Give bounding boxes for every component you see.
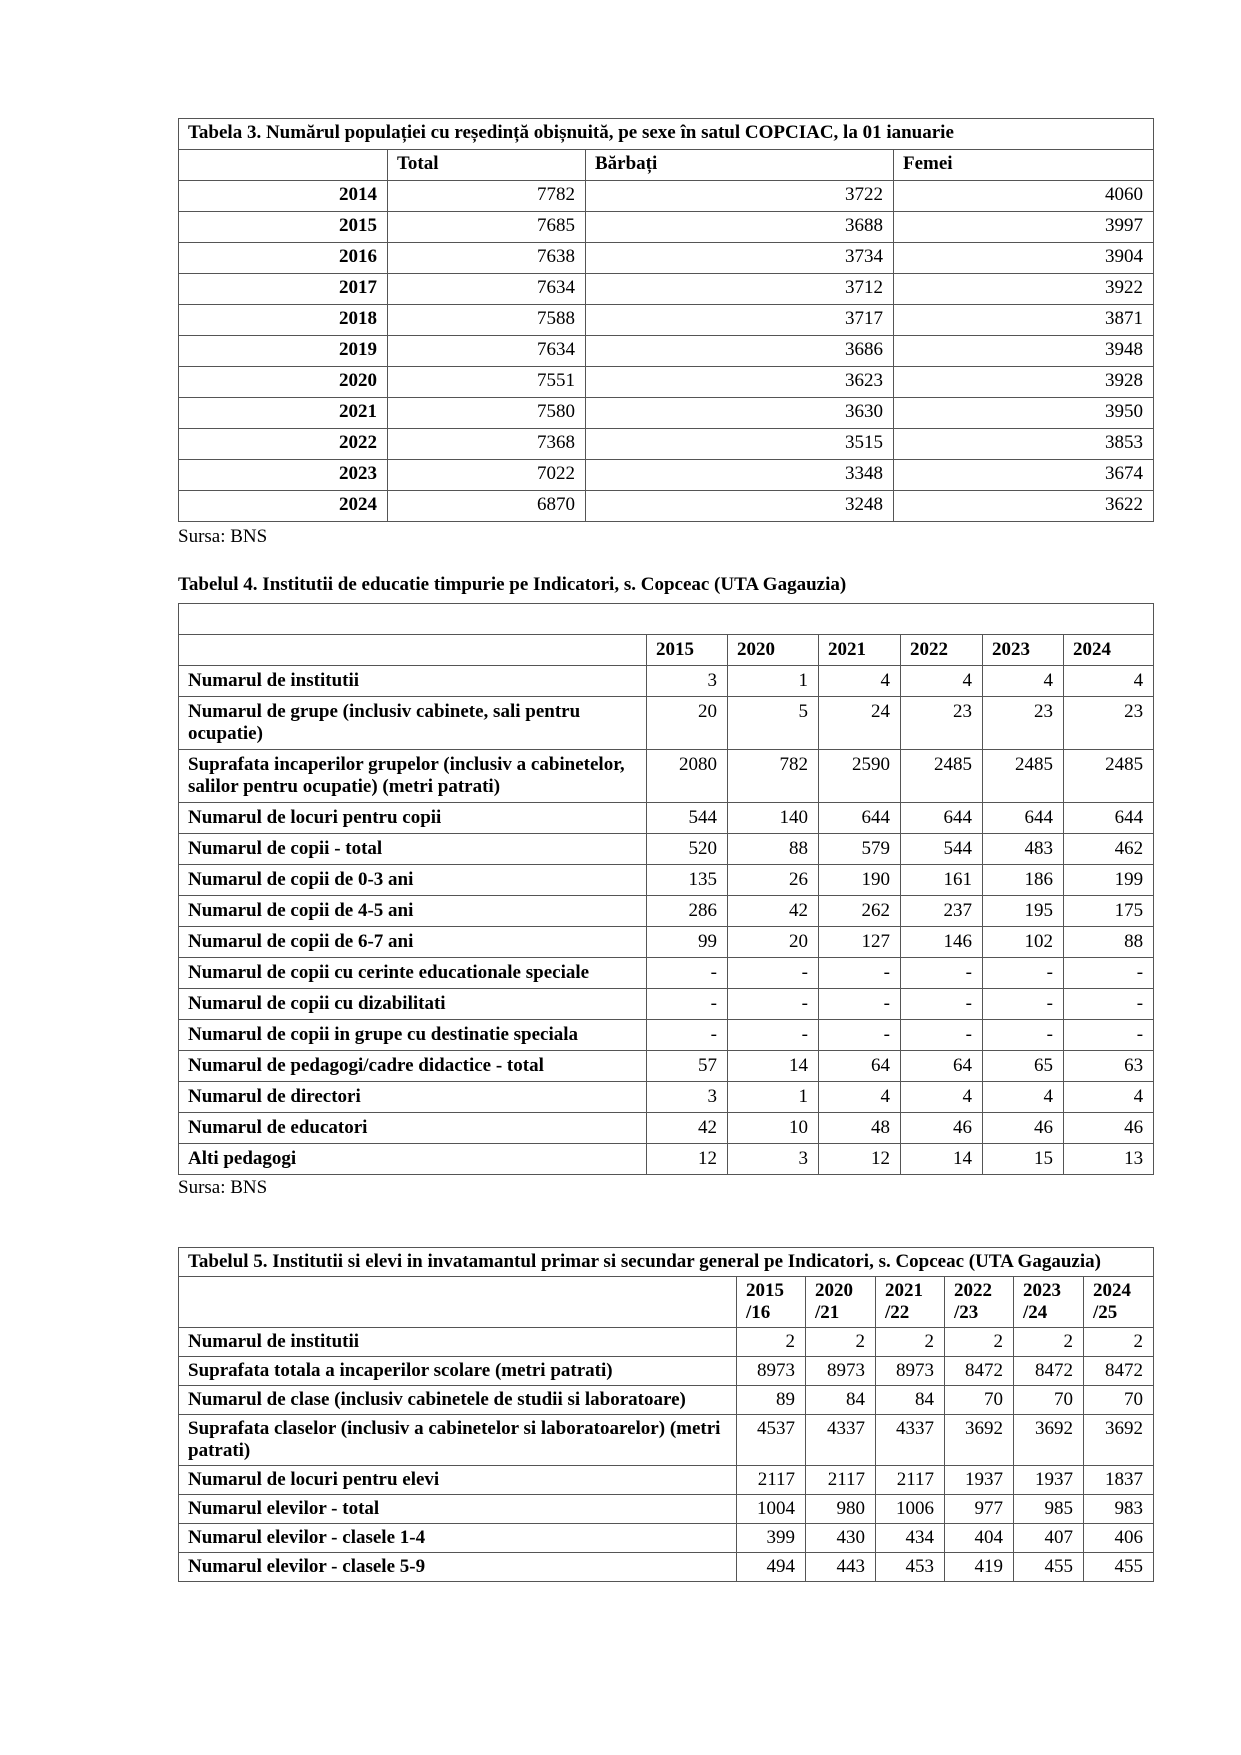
year-cell: 2021 [179,398,388,429]
header-year-start: 2024 [1093,1280,1131,1301]
value-cell: 520 [647,834,728,865]
value-cell: 102 [983,927,1064,958]
table-row [179,927,1154,958]
value-cell: 3692 [1014,1415,1084,1466]
femei-cell: 3928 [894,367,1154,398]
header-year: 2021 [819,635,901,666]
indicator-label: Numarul de directori [179,1082,647,1113]
value-cell: 4 [983,666,1064,697]
value-cell: 4 [1064,666,1154,697]
value-cell: - [983,989,1064,1020]
total-cell: 7685 [388,212,586,243]
barbati-cell: 3630 [586,398,894,429]
table-row [179,834,1154,865]
year-cell: 2018 [179,305,388,336]
table-row [179,212,1154,243]
value-cell: 237 [901,896,983,927]
barbati-cell: 3348 [586,460,894,491]
value-cell: 455 [1014,1553,1084,1582]
value-cell: 2 [737,1328,806,1357]
year-cell: 2022 [179,429,388,460]
value-cell: 644 [901,803,983,834]
value-cell: 42 [647,1113,728,1144]
year-cell: 2016 [179,243,388,274]
header-year: 2020 [728,635,819,666]
header-year: 2015 [647,635,728,666]
header-year-end: /22 [885,1302,910,1323]
header-year-start: 2022 [954,1280,992,1301]
header-school-year [806,1277,876,1328]
value-cell: 15 [983,1144,1064,1175]
value-cell: 644 [983,803,1064,834]
table-row [179,1386,1154,1415]
total-cell: 7580 [388,398,586,429]
value-cell: 407 [1014,1524,1084,1553]
femei-cell: 3622 [894,491,1154,522]
value-cell: 2117 [876,1466,945,1495]
indicator-label: Numarul de clase (inclusiv cabinetele de studii si laboratoare) [179,1386,737,1415]
value-cell: 8973 [737,1357,806,1386]
header-school-year [1084,1277,1154,1328]
total-cell: 7368 [388,429,586,460]
femei-cell: 3948 [894,336,1154,367]
header-year-start: 2023 [1023,1280,1061,1301]
value-cell: 70 [945,1386,1014,1415]
femei-cell: 3674 [894,460,1154,491]
value-cell: 88 [728,834,819,865]
value-cell: 26 [728,865,819,896]
indicator-label: Numarul de copii - total [179,834,647,865]
barbati-cell: 3717 [586,305,894,336]
table-row [179,305,1154,336]
value-cell: - [901,958,983,989]
table-row [179,367,1154,398]
value-cell: 2 [1084,1328,1154,1357]
table-row [179,1466,1154,1495]
value-cell: 2 [806,1328,876,1357]
header-year-start: 2021 [885,1280,923,1301]
value-cell: 4 [983,1082,1064,1113]
femei-cell: 3922 [894,274,1154,305]
value-cell: 84 [876,1386,945,1415]
value-cell: - [983,958,1064,989]
table-caption-row [179,1248,1154,1277]
value-cell: 5 [728,697,819,750]
table-row [179,1020,1154,1051]
table-row [179,243,1154,274]
indicator-label: Numarul de locuri pentru copii [179,803,647,834]
table-caption-row [179,119,1154,150]
value-cell: - [983,1020,1064,1051]
indicator-label: Numarul elevilor - clasele 1-4 [179,1524,737,1553]
femei-cell: 3871 [894,305,1154,336]
value-cell: 12 [647,1144,728,1175]
value-cell: 985 [1014,1495,1084,1524]
femei-cell: 3853 [894,429,1154,460]
value-cell: 140 [728,803,819,834]
indicator-label: Numarul de educatori [179,1113,647,1144]
value-cell: 443 [806,1553,876,1582]
value-cell: - [901,1020,983,1051]
table-row [179,429,1154,460]
year-cell: 2019 [179,336,388,367]
value-cell: 190 [819,865,901,896]
barbati-cell: 3712 [586,274,894,305]
header-year-end: /23 [954,1302,979,1323]
value-cell: 4 [819,666,901,697]
indicator-label: Numarul de grupe (inclusiv cabinete, sali pentru ocupatie) [179,697,647,750]
value-cell: 135 [647,865,728,896]
header-empty [179,1277,737,1328]
value-cell: 48 [819,1113,901,1144]
value-cell: 2590 [819,750,901,803]
total-cell: 7022 [388,460,586,491]
value-cell: 2485 [1064,750,1154,803]
value-cell: 8472 [1084,1357,1154,1386]
table-row [179,1495,1154,1524]
indicator-label: Numarul de institutii [179,1328,737,1357]
header-barbati: Bărbați [586,150,894,181]
value-cell: - [1064,989,1154,1020]
barbati-cell: 3688 [586,212,894,243]
early-education-table [178,603,1154,1175]
barbati-cell: 3722 [586,181,894,212]
indicator-label: Numarul de copii cu dizabilitati [179,989,647,1020]
value-cell: 88 [1064,927,1154,958]
value-cell: 434 [876,1524,945,1553]
value-cell: 175 [1064,896,1154,927]
value-cell: 70 [1084,1386,1154,1415]
year-cell: 2014 [179,181,388,212]
value-cell: - [647,958,728,989]
year-cell: 2024 [179,491,388,522]
value-cell: 23 [1064,697,1154,750]
value-cell: 8472 [945,1357,1014,1386]
value-cell: 14 [728,1051,819,1082]
value-cell: - [819,989,901,1020]
value-cell: 46 [983,1113,1064,1144]
value-cell: 57 [647,1051,728,1082]
value-cell: 544 [901,834,983,865]
table-row [179,1524,1154,1553]
header-school-year [876,1277,945,1328]
table-header-row [179,1277,1154,1328]
year-cell: 2015 [179,212,388,243]
value-cell: 262 [819,896,901,927]
table-row [179,1144,1154,1175]
empty-cell [179,604,1154,635]
value-cell: - [728,958,819,989]
value-cell: 406 [1084,1524,1154,1553]
indicator-label: Numarul elevilor - clasele 5-9 [179,1553,737,1582]
year-cell: 2023 [179,460,388,491]
table-row [179,336,1154,367]
value-cell: 483 [983,834,1064,865]
value-cell: 983 [1084,1495,1154,1524]
population-table [178,118,1154,522]
value-cell: 14 [901,1144,983,1175]
indicator-label: Numarul de copii de 0-3 ani [179,865,647,896]
table-row [179,1553,1154,1582]
table-row [179,666,1154,697]
header-year-start: 2020 [815,1280,853,1301]
value-cell: 195 [983,896,1064,927]
value-cell: - [647,1020,728,1051]
value-cell: 430 [806,1524,876,1553]
value-cell: 2485 [983,750,1064,803]
value-cell: - [901,989,983,1020]
value-cell: 980 [806,1495,876,1524]
value-cell: 70 [1014,1386,1084,1415]
femei-cell: 3904 [894,243,1154,274]
header-femei: Femei [894,150,1154,181]
year-cell: 2020 [179,367,388,398]
indicator-label: Numarul elevilor - total [179,1495,737,1524]
value-cell: 8973 [876,1357,945,1386]
value-cell: 977 [945,1495,1014,1524]
table-row [179,958,1154,989]
value-cell: 10 [728,1113,819,1144]
header-year: 2024 [1064,635,1154,666]
total-cell: 7638 [388,243,586,274]
value-cell: 782 [728,750,819,803]
table-row [179,1051,1154,1082]
header-empty [179,150,388,181]
value-cell: 64 [819,1051,901,1082]
value-cell: 2117 [806,1466,876,1495]
value-cell: - [1064,1020,1154,1051]
value-cell: - [647,989,728,1020]
value-cell: - [819,1020,901,1051]
barbati-cell: 3686 [586,336,894,367]
value-cell: 146 [901,927,983,958]
indicator-label: Alti pedagogi [179,1144,647,1175]
header-year: 2023 [983,635,1064,666]
total-cell: 7588 [388,305,586,336]
total-cell: 7782 [388,181,586,212]
value-cell: 3 [647,666,728,697]
value-cell: 65 [983,1051,1064,1082]
indicator-label: Numarul de copii de 4-5 ani [179,896,647,927]
value-cell: 1937 [1014,1466,1084,1495]
value-cell: 46 [1064,1113,1154,1144]
value-cell: 4537 [737,1415,806,1466]
indicator-label: Numarul de copii de 6-7 ani [179,927,647,958]
value-cell: 455 [1084,1553,1154,1582]
value-cell: 46 [901,1113,983,1144]
value-cell: 3 [647,1082,728,1113]
value-cell: 2 [876,1328,945,1357]
header-school-year [945,1277,1014,1328]
femei-cell: 3950 [894,398,1154,429]
value-cell: 2485 [901,750,983,803]
table-row [179,460,1154,491]
barbati-cell: 3515 [586,429,894,460]
table-row [179,398,1154,429]
table-row [179,1113,1154,1144]
header-year-end: /24 [1023,1302,1048,1323]
total-cell: 6870 [388,491,586,522]
table-row [179,1082,1154,1113]
table3-caption: Tabela 3. Numărul populației cu reședință obișnuită, pe sexe în satul COPCIAC, la 01 ianuarie [179,119,1154,150]
value-cell: - [728,989,819,1020]
value-cell: 4 [819,1082,901,1113]
value-cell: 2 [945,1328,1014,1357]
indicator-label: Suprafata claselor (inclusiv a cabinetelor si laboratoarelor) (metri patrati) [179,1415,737,1466]
barbati-cell: 3734 [586,243,894,274]
table4-title: Tabelul 4. Institutii de educatie timpurie pe Indicatori, s. Copceac (UTA Gagauzia) [178,574,847,595]
indicator-label: Numarul de locuri pentru elevi [179,1466,737,1495]
barbati-cell: 3623 [586,367,894,398]
table-row [179,865,1154,896]
value-cell: 1937 [945,1466,1014,1495]
value-cell: 23 [983,697,1064,750]
table-row [179,803,1154,834]
value-cell: 12 [819,1144,901,1175]
table-row [179,274,1154,305]
value-cell: 84 [806,1386,876,1415]
total-cell: 7634 [388,336,586,367]
value-cell: 399 [737,1524,806,1553]
header-year-start: 2015 [746,1280,784,1301]
value-cell: 24 [819,697,901,750]
value-cell: 4 [901,1082,983,1113]
value-cell: 2080 [647,750,728,803]
year-cell: 2017 [179,274,388,305]
value-cell: 42 [728,896,819,927]
value-cell: 20 [728,927,819,958]
value-cell: 1837 [1084,1466,1154,1495]
value-cell: 186 [983,865,1064,896]
value-cell: 13 [1064,1144,1154,1175]
header-year: 2022 [901,635,983,666]
value-cell: - [728,1020,819,1051]
indicator-label: Numarul de copii cu cerinte educationale speciale [179,958,647,989]
indicator-label: Numarul de pedagogi/cadre didactice - total [179,1051,647,1082]
femei-cell: 3997 [894,212,1154,243]
value-cell: 453 [876,1553,945,1582]
value-cell: 8973 [806,1357,876,1386]
table-row [179,1415,1154,1466]
table3-source: Sursa: BNS [178,526,268,547]
value-cell: 127 [819,927,901,958]
value-cell: 64 [901,1051,983,1082]
value-cell: 1 [728,1082,819,1113]
value-cell: 644 [1064,803,1154,834]
value-cell: 4337 [806,1415,876,1466]
value-cell: 23 [901,697,983,750]
value-cell: 3 [728,1144,819,1175]
value-cell: 2 [1014,1328,1084,1357]
value-cell: - [1064,958,1154,989]
value-cell: 89 [737,1386,806,1415]
value-cell: 404 [945,1524,1014,1553]
header-school-year [1014,1277,1084,1328]
value-cell: - [819,958,901,989]
table-row [179,1357,1154,1386]
value-cell: 8472 [1014,1357,1084,1386]
value-cell: 419 [945,1553,1014,1582]
value-cell: 161 [901,865,983,896]
value-cell: 99 [647,927,728,958]
indicator-label: Suprafata totala a incaperilor scolare (metri patrati) [179,1357,737,1386]
total-cell: 7634 [388,274,586,305]
value-cell: 4 [901,666,983,697]
table-row [179,181,1154,212]
femei-cell: 4060 [894,181,1154,212]
table-empty-row [179,604,1154,635]
value-cell: 494 [737,1553,806,1582]
value-cell: 199 [1064,865,1154,896]
header-year-end: /16 [746,1302,771,1323]
table-row [179,750,1154,803]
barbati-cell: 3248 [586,491,894,522]
value-cell: 20 [647,697,728,750]
value-cell: 63 [1064,1051,1154,1082]
table-row [179,989,1154,1020]
table5-caption: Tabelul 5. Institutii si elevi in invatamantul primar si secundar general pe Indicatori, s. Copceac (UTA Gagauzia) [179,1248,1154,1277]
header-total: Total [388,150,586,181]
value-cell: 579 [819,834,901,865]
value-cell: 1006 [876,1495,945,1524]
value-cell: 544 [647,803,728,834]
value-cell: 462 [1064,834,1154,865]
value-cell: 286 [647,896,728,927]
value-cell: 3692 [1084,1415,1154,1466]
header-empty [179,635,647,666]
table-row [179,491,1154,522]
indicator-label: Suprafata incaperilor grupelor (inclusiv a cabinetelor, salilor pentru ocupatie) (metri patrati) [179,750,647,803]
header-year-end: /21 [815,1302,840,1323]
total-cell: 7551 [388,367,586,398]
indicator-label: Numarul de institutii [179,666,647,697]
header-school-year [737,1277,806,1328]
primary-secondary-education-table [178,1247,1154,1582]
indicator-label: Numarul de copii in grupe cu destinatie speciala [179,1020,647,1051]
value-cell: 3692 [945,1415,1014,1466]
table-row [179,1328,1154,1357]
value-cell: 4 [1064,1082,1154,1113]
value-cell: 644 [819,803,901,834]
table-header-row [179,150,1154,181]
value-cell: 1004 [737,1495,806,1524]
table-row [179,697,1154,750]
value-cell: 2117 [737,1466,806,1495]
value-cell: 4337 [876,1415,945,1466]
table-row [179,896,1154,927]
table4-source: Sursa: BNS [178,1177,268,1198]
header-year-end: /25 [1093,1302,1118,1323]
table-header-row [179,635,1154,666]
value-cell: 1 [728,666,819,697]
